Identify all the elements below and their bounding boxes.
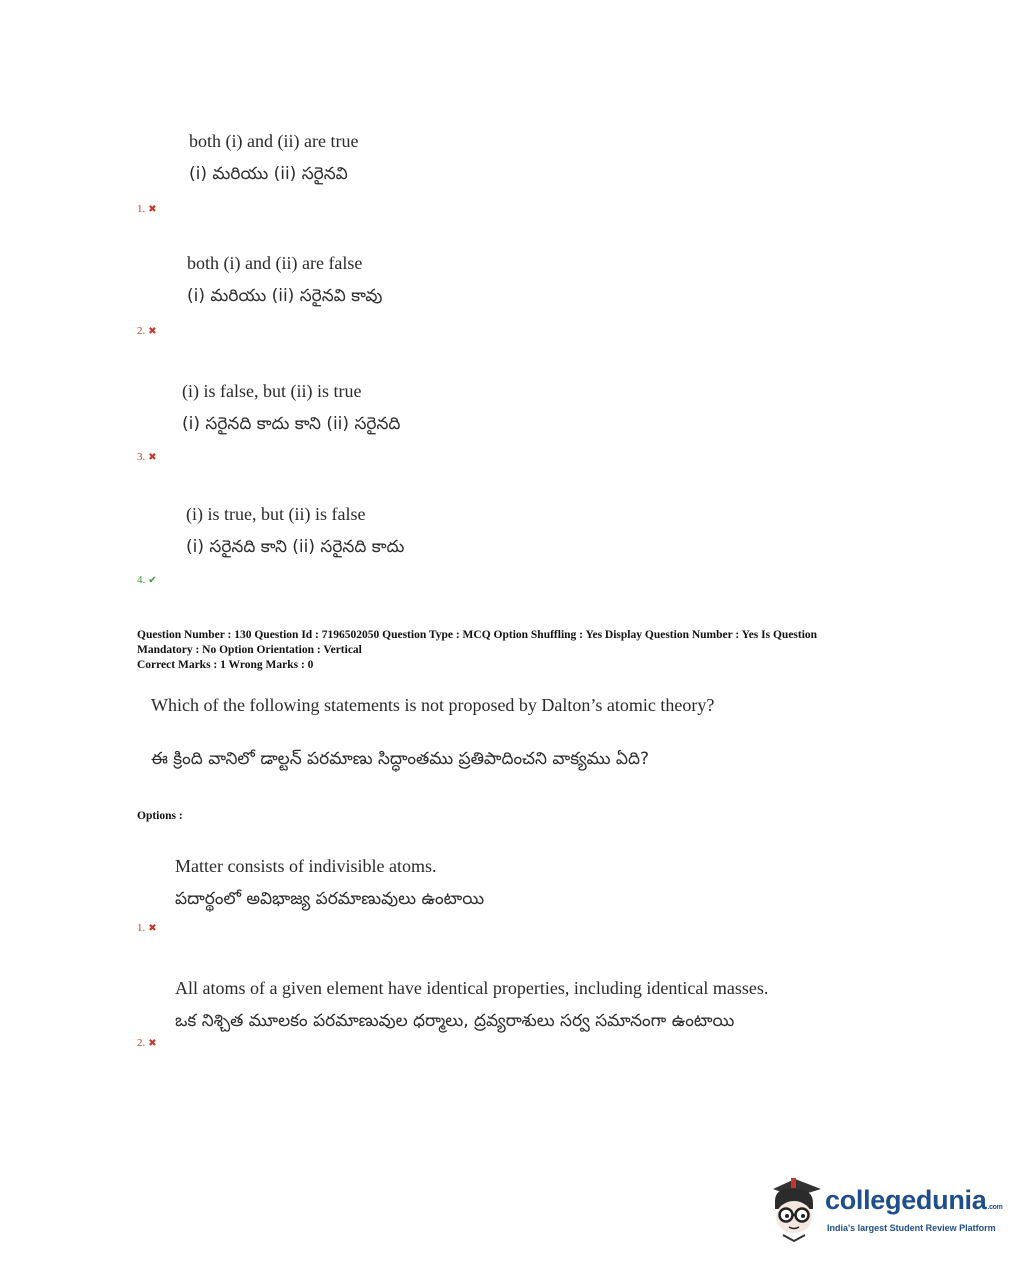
question-meta-line: Question Number : 130 Question Id : 7196502050 Question Type : MCQ Option Shuffling : Yes Display Question Number : Yes Is Question (137, 629, 818, 641)
question-meta-line: Mandatory : No Option Orientation : Vertical (137, 644, 362, 656)
option-number (137, 325, 157, 337)
option-text-en: Matter consists of indivisible atoms. (175, 856, 437, 876)
cross-icon: ✖ (148, 923, 157, 934)
option-text-te: పదార్థంలో అవిభాజ్య పరమాణువులు ఉంటాయి (175, 889, 485, 909)
option-number (137, 203, 157, 215)
logo-tagline: India's largest Student Review Platform (827, 1223, 996, 1233)
option-text-te: (i) సరైనది కాని (ii) సరైనది కాదు (186, 537, 405, 557)
question-meta (137, 628, 907, 673)
option-text-te: ఒక నిశ్చిత మూలకం పరమాణువుల ధర్మాలు, ద్రవ్యరాశులు సర్వ సమానంగా ఉంటాయి (175, 1011, 735, 1031)
logo-suffix: .com (987, 1204, 1003, 1211)
option-number (137, 1037, 157, 1049)
options-label: Options : (137, 810, 183, 822)
logo-wordmark (825, 1185, 1003, 1216)
collegedunia-logo[interactable] (765, 1175, 1003, 1250)
option-number-label: 2. (137, 1037, 146, 1049)
option-text-en: (i) is false, but (ii) is true (182, 381, 362, 401)
option-number-label: 2. (137, 325, 146, 337)
option-text-te: (i) సరైనది కాదు కాని (ii) సరైనది (182, 414, 401, 434)
question-text-en: Which of the following statements is not proposed by Dalton’s atomic theory? (151, 695, 715, 715)
option-text-en: (i) is true, but (ii) is false (186, 504, 366, 524)
cross-icon: ✖ (148, 452, 157, 463)
check-icon: ✔ (148, 575, 157, 586)
cross-icon: ✖ (148, 326, 157, 337)
option-text-te: (i) మరియు (ii) సరైనవి కావు (187, 286, 383, 306)
option-text-en: both (i) and (ii) are false (187, 253, 363, 273)
option-number-label: 3. (137, 451, 146, 463)
option-number (137, 574, 157, 586)
question-marks: Correct Marks : 1 Wrong Marks : 0 (137, 659, 314, 671)
option-number (137, 922, 157, 934)
mascot-icon (765, 1175, 825, 1247)
option-number (137, 451, 157, 463)
question-text-te: ఈ క్రింది వానిలో డాల్టన్ పరమాణు సిద్ధాంతము ప్రతిపాదించని వాక్యము ఏది? (151, 749, 650, 769)
option-number-label: 1. (137, 203, 146, 215)
option-number-label: 1. (137, 922, 146, 934)
option-text-en: All atoms of a given element have identical properties, including identical masses. (175, 978, 769, 998)
logo-name: collegedunia (825, 1185, 987, 1215)
cross-icon: ✖ (148, 204, 157, 215)
option-number-label: 4. (137, 574, 146, 586)
option-text-te: (i) మరియు (ii) సరైనవి (189, 164, 348, 184)
cross-icon: ✖ (148, 1038, 157, 1049)
option-text-en: both (i) and (ii) are true (189, 131, 359, 151)
